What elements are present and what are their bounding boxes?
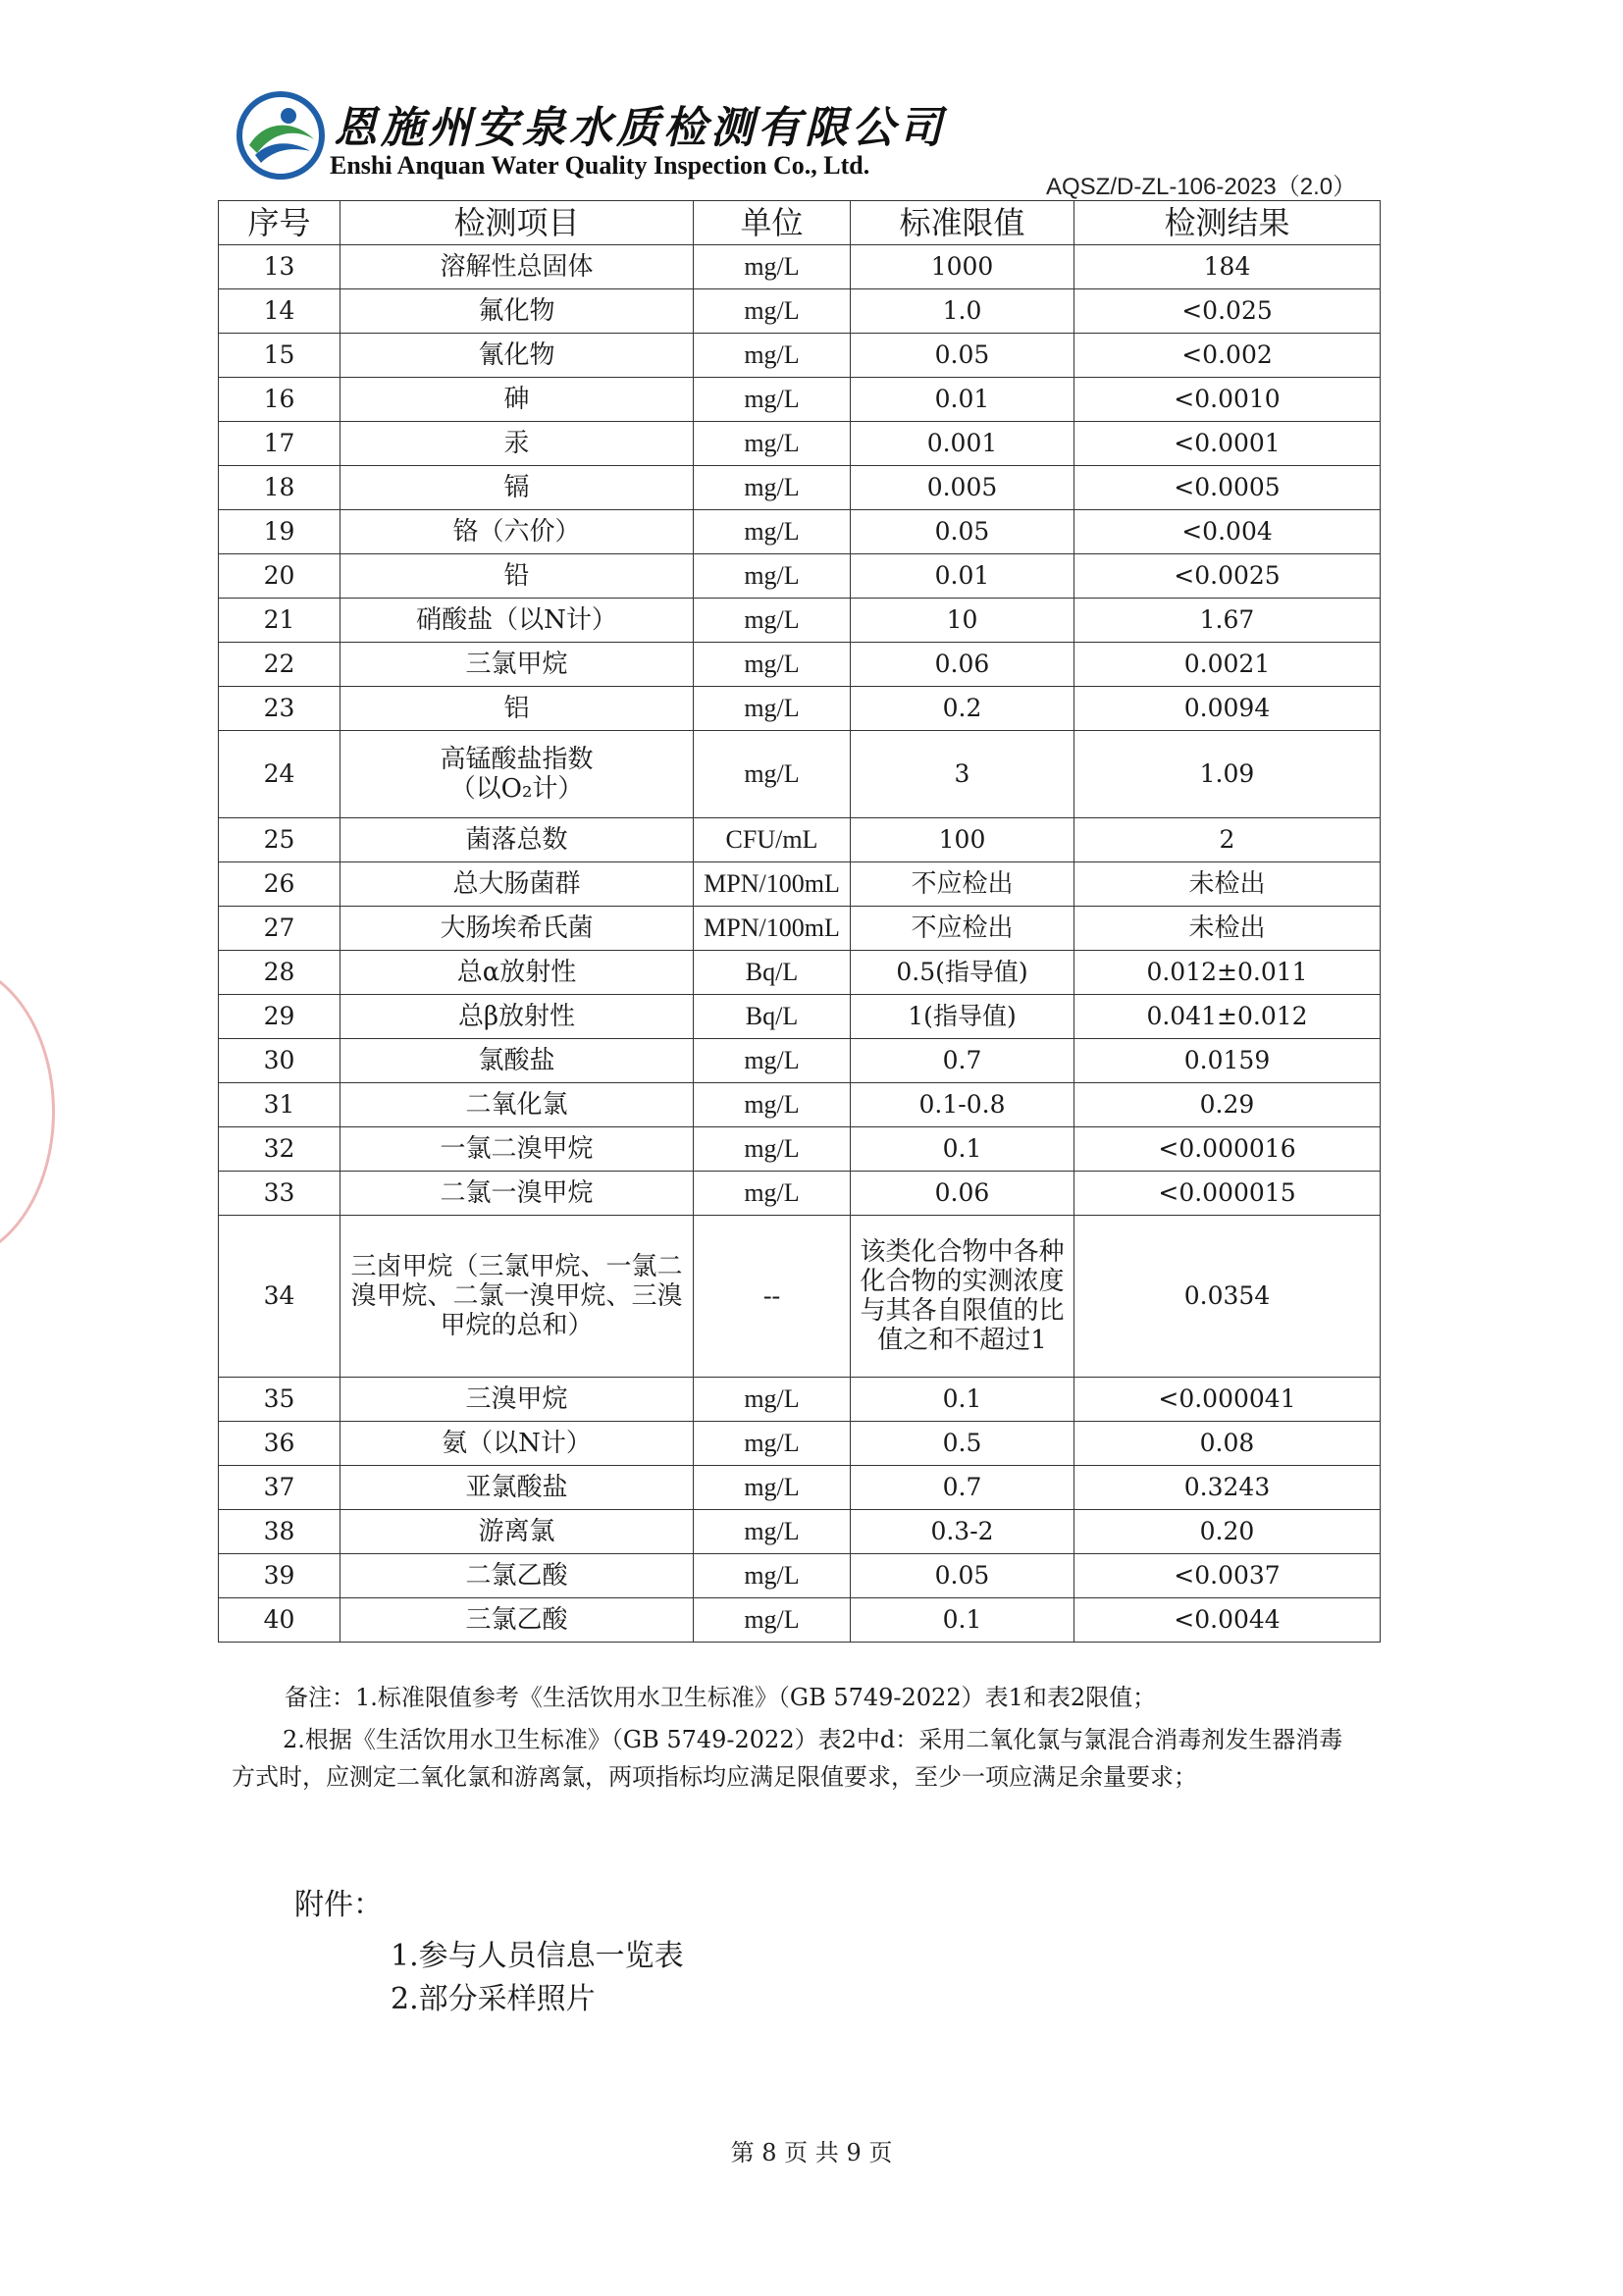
row-no: 16: [219, 378, 340, 422]
table-row: [219, 289, 1381, 334]
appendix-item: 2.部分采样照片: [391, 1982, 596, 2016]
row-item: 氰化物: [340, 334, 694, 378]
company-name-en: Enshi Anquan Water Quality Inspection Co., Ltd.: [330, 151, 870, 180]
row-result: 0.0159: [1074, 1039, 1381, 1083]
table-row: [219, 245, 1381, 289]
row-limit: 0.5(指导值): [851, 951, 1074, 995]
row-limit: 1(指导值): [851, 995, 1074, 1039]
row-item: 三氯乙酸: [340, 1598, 694, 1643]
table-row: [219, 1039, 1381, 1083]
table-row: [219, 1216, 1381, 1378]
row-result: <0.0001: [1074, 422, 1381, 466]
row-result: 0.0094: [1074, 687, 1381, 731]
row-item: 铬（六价）: [340, 510, 694, 554]
row-no: 19: [219, 510, 340, 554]
column-header-unit: 单位: [694, 201, 851, 245]
remark-note-2: 2.根据《生活饮用水卫生标准》（GB 5749-2022）表2中d：采用二氧化氯与氯混合消毒剂发生器消毒方式时，应测定二氧化氯和游离氯，两项指标均应满足限值要求，至少一项应满足余量要求；: [232, 1726, 1343, 1791]
row-unit: mg/L: [694, 1554, 851, 1598]
row-result: 0.0021: [1074, 643, 1381, 687]
table-row: [219, 1083, 1381, 1127]
row-item: 氯酸盐: [340, 1039, 694, 1083]
row-limit: 0.1-0.8: [851, 1083, 1074, 1127]
table-row: [219, 334, 1381, 378]
row-item: [340, 731, 694, 818]
row-limit: 0.06: [851, 643, 1074, 687]
table-row: [219, 643, 1381, 687]
table-header-row: [219, 201, 1381, 245]
table-row: [219, 599, 1381, 643]
row-unit: mg/L: [694, 1039, 851, 1083]
row-result: <0.0025: [1074, 554, 1381, 599]
row-unit: mg/L: [694, 599, 851, 643]
row-item: 镉: [340, 466, 694, 510]
row-item: 总大肠菌群: [340, 862, 694, 907]
row-no: 14: [219, 289, 340, 334]
row-no: 15: [219, 334, 340, 378]
row-item: 总β放射性: [340, 995, 694, 1039]
table-row: [219, 1378, 1381, 1422]
test-results-table: [218, 200, 1381, 1643]
row-limit: 0.1: [851, 1378, 1074, 1422]
row-item: 砷: [340, 378, 694, 422]
row-unit: --: [694, 1216, 851, 1378]
row-unit: mg/L: [694, 731, 851, 818]
page-number: 第 8 页 共 9 页: [730, 2139, 893, 2166]
table-row: [219, 510, 1381, 554]
row-unit: mg/L: [694, 1378, 851, 1422]
table-row: [219, 422, 1381, 466]
row-item: 溶解性总固体: [340, 245, 694, 289]
row-limit: 10: [851, 599, 1074, 643]
row-unit: mg/L: [694, 554, 851, 599]
row-item: 氨（以N计）: [340, 1422, 694, 1466]
row-limit: 0.3-2: [851, 1510, 1074, 1554]
seal-stamp-fragment: [0, 962, 55, 1262]
row-no: 33: [219, 1172, 340, 1216]
table-row: [219, 907, 1381, 951]
row-item: 三氯甲烷: [340, 643, 694, 687]
row-limit: 0.05: [851, 334, 1074, 378]
row-unit: mg/L: [694, 1083, 851, 1127]
row-limit: 0.1: [851, 1598, 1074, 1643]
column-header-limit: 标准限值: [851, 201, 1074, 245]
row-result: 0.29: [1074, 1083, 1381, 1127]
row-result: 2: [1074, 818, 1381, 862]
row-limit: 不应检出: [851, 907, 1074, 951]
row-limit: 0.005: [851, 466, 1074, 510]
row-item: 亚氯酸盐: [340, 1466, 694, 1510]
row-item: 二氯乙酸: [340, 1554, 694, 1598]
row-item: 一氯二溴甲烷: [340, 1127, 694, 1172]
row-no: 24: [219, 731, 340, 818]
row-result: 1.67: [1074, 599, 1381, 643]
row-no: 21: [219, 599, 340, 643]
table-row: [219, 1510, 1381, 1554]
row-item: 游离氯: [340, 1510, 694, 1554]
row-limit: 0.2: [851, 687, 1074, 731]
row-unit: mg/L: [694, 1466, 851, 1510]
table-row: [219, 687, 1381, 731]
row-unit: mg/L: [694, 1510, 851, 1554]
row-unit: mg/L: [694, 1598, 851, 1643]
row-unit: mg/L: [694, 643, 851, 687]
row-result: 1.09: [1074, 731, 1381, 818]
row-item: 大肠埃希氏菌: [340, 907, 694, 951]
row-no: 23: [219, 687, 340, 731]
table-row: [219, 1422, 1381, 1466]
table-row: [219, 818, 1381, 862]
row-unit: mg/L: [694, 1127, 851, 1172]
row-limit: 0.7: [851, 1466, 1074, 1510]
table-row: [219, 1172, 1381, 1216]
row-result: <0.025: [1074, 289, 1381, 334]
row-item-line2: （以O₂计）: [449, 774, 584, 804]
row-no: 13: [219, 245, 340, 289]
row-result: 0.0354: [1074, 1216, 1381, 1378]
column-header-item: 检测项目: [340, 201, 694, 245]
row-unit: mg/L: [694, 422, 851, 466]
row-no: 34: [219, 1216, 340, 1378]
appendix-item: 1.参与人员信息一览表: [391, 1939, 684, 1973]
row-item: 汞: [340, 422, 694, 466]
table-row: [219, 378, 1381, 422]
row-result: <0.0037: [1074, 1554, 1381, 1598]
row-limit: 0.001: [851, 422, 1074, 466]
company-name-cn: 恩施州安泉水质检测有限公司: [334, 103, 946, 153]
row-unit: mg/L: [694, 245, 851, 289]
table-row: [219, 731, 1381, 818]
row-item-line1: 高锰酸盐指数: [440, 745, 594, 774]
row-limit: 0.05: [851, 1554, 1074, 1598]
row-item: 铝: [340, 687, 694, 731]
row-no: 36: [219, 1422, 340, 1466]
row-no: 25: [219, 818, 340, 862]
row-item: 二氧化氯: [340, 1083, 694, 1127]
row-no: 29: [219, 995, 340, 1039]
row-item: 氟化物: [340, 289, 694, 334]
row-limit: 1.0: [851, 289, 1074, 334]
row-no: 20: [219, 554, 340, 599]
row-result: <0.000016: [1074, 1127, 1381, 1172]
row-limit: 0.1: [851, 1127, 1074, 1172]
row-no: 30: [219, 1039, 340, 1083]
row-no: 35: [219, 1378, 340, 1422]
row-no: 39: [219, 1554, 340, 1598]
row-limit: 0.01: [851, 378, 1074, 422]
row-result: 0.041±0.012: [1074, 995, 1381, 1039]
row-result: 0.012±0.011: [1074, 951, 1381, 995]
row-limit: 不应检出: [851, 862, 1074, 907]
row-no: 26: [219, 862, 340, 907]
row-item: 硝酸盐（以N计）: [340, 599, 694, 643]
row-limit: 0.05: [851, 510, 1074, 554]
row-unit: mg/L: [694, 289, 851, 334]
remark-note-1: 备注：1.标准限值参考《生活饮用水卫生标准》（GB 5749-2022）表1和表2限值；: [285, 1684, 1157, 1711]
row-result: 未检出: [1074, 862, 1381, 907]
row-result: 0.08: [1074, 1422, 1381, 1466]
row-no: 28: [219, 951, 340, 995]
appendix-title: 附件：: [294, 1888, 383, 1922]
row-result: <0.002: [1074, 334, 1381, 378]
row-item: 总α放射性: [340, 951, 694, 995]
row-unit: Bq/L: [694, 995, 851, 1039]
table-row: [219, 862, 1381, 907]
row-limit: 该类化合物中各种化合物的实测浓度与其各自限值的比值之和不超过1: [851, 1216, 1074, 1378]
row-limit: 0.7: [851, 1039, 1074, 1083]
column-header-result: 检测结果: [1074, 201, 1381, 245]
column-header-no: 序号: [219, 201, 340, 245]
row-result: <0.000015: [1074, 1172, 1381, 1216]
row-result: 未检出: [1074, 907, 1381, 951]
table-row: [219, 1554, 1381, 1598]
row-result: <0.0010: [1074, 378, 1381, 422]
row-unit: mg/L: [694, 466, 851, 510]
row-limit: 0.06: [851, 1172, 1074, 1216]
company-logo-icon: [236, 90, 326, 181]
row-unit: mg/L: [694, 510, 851, 554]
row-limit: 100: [851, 818, 1074, 862]
row-unit: MPN/100mL: [694, 907, 851, 951]
row-no: 40: [219, 1598, 340, 1643]
row-item: 菌落总数: [340, 818, 694, 862]
row-no: 22: [219, 643, 340, 687]
row-result: 0.3243: [1074, 1466, 1381, 1510]
row-no: 37: [219, 1466, 340, 1510]
row-result: 0.20: [1074, 1510, 1381, 1554]
row-item: 二氯一溴甲烷: [340, 1172, 694, 1216]
table-row: [219, 951, 1381, 995]
row-no: 17: [219, 422, 340, 466]
document-code: AQSZ/D-ZL-106-2023（2.0）: [1046, 174, 1357, 200]
table-row: [219, 995, 1381, 1039]
table-row: [219, 1127, 1381, 1172]
row-item: 铅: [340, 554, 694, 599]
row-limit: 1000: [851, 245, 1074, 289]
row-limit: 0.5: [851, 1422, 1074, 1466]
row-item: 三溴甲烷: [340, 1378, 694, 1422]
row-limit: 3: [851, 731, 1074, 818]
row-no: 32: [219, 1127, 340, 1172]
row-unit: mg/L: [694, 687, 851, 731]
row-item: 三卤甲烷（三氯甲烷、一氯二溴甲烷、二氯一溴甲烷、三溴甲烷的总和）: [340, 1216, 694, 1378]
row-no: 38: [219, 1510, 340, 1554]
row-no: 18: [219, 466, 340, 510]
row-result: <0.0044: [1074, 1598, 1381, 1643]
row-limit: 0.01: [851, 554, 1074, 599]
row-no: 31: [219, 1083, 340, 1127]
row-unit: CFU/mL: [694, 818, 851, 862]
table-row: [219, 466, 1381, 510]
row-unit: Bq/L: [694, 951, 851, 995]
row-unit: mg/L: [694, 334, 851, 378]
row-result: <0.000041: [1074, 1378, 1381, 1422]
row-unit: MPN/100mL: [694, 862, 851, 907]
table-row: [219, 1466, 1381, 1510]
row-result: <0.0005: [1074, 466, 1381, 510]
table-row: [219, 1598, 1381, 1643]
table-row: [219, 554, 1381, 599]
row-result: 184: [1074, 245, 1381, 289]
row-unit: mg/L: [694, 378, 851, 422]
row-result: <0.004: [1074, 510, 1381, 554]
row-unit: mg/L: [694, 1422, 851, 1466]
row-no: 27: [219, 907, 340, 951]
row-unit: mg/L: [694, 1172, 851, 1216]
